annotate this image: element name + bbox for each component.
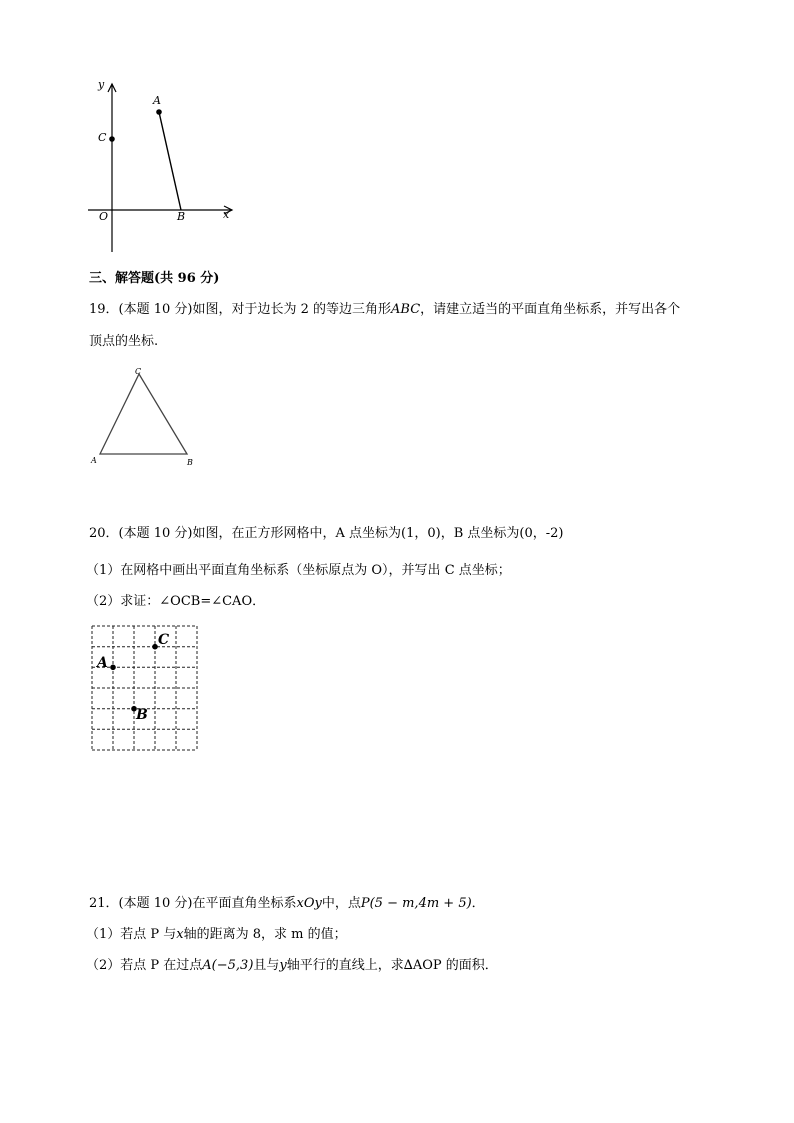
q21-part2 (86, 958, 498, 974)
q19-line1 (89, 302, 680, 318)
y-axis-label: y (98, 78, 105, 91)
triangle-label-c: C (135, 367, 142, 376)
grid-label-a: A (97, 655, 108, 671)
q21-intro: 21．(本题 10 分)在平面直角坐标系 (89, 896, 297, 911)
grid-label-c: C (158, 632, 170, 648)
q19-text-before: 19．(本题 10 分)如图，对于边长为 2 的等边三角形 (89, 302, 392, 317)
q21-end: ． (471, 896, 485, 911)
triangle-label-a: A (91, 456, 97, 465)
x-axis-label: x (223, 208, 230, 221)
point-a-label: A (153, 94, 161, 107)
q20-part1: （1）在网格中画出平面直角坐标系（坐标原点为 O），并写出 C 点坐标； (86, 563, 511, 578)
coordinate-figure (80, 76, 245, 258)
origin-label: O (99, 210, 109, 223)
grid-figure (88, 622, 202, 754)
q21-part2-a: （2）若点 P 在过点 (86, 958, 203, 973)
q21-part1 (86, 927, 347, 943)
q21-part1-a: （1）若点 P 与 (86, 927, 177, 942)
point-c-label: C (98, 131, 107, 144)
q21-part2-c: 轴平行的直线上，求∆AOP 的面积． (286, 958, 498, 973)
q21-part2-y: y (279, 958, 287, 973)
triangle-figure (88, 366, 200, 470)
q19-line2: 顶点的坐标. (89, 334, 159, 349)
triangle-label-b: B (187, 458, 193, 467)
grid-label-b: B (136, 707, 148, 723)
q21-part2-b: 且与 (253, 958, 280, 973)
point-b-label: B (177, 210, 186, 223)
q21-mid: 中，点 (321, 896, 361, 911)
section-heading: 三、解答题(共 96 分) (89, 271, 220, 286)
q19-text-after: ，请建立适当的平面直角坐标系，并写出各个 (420, 302, 681, 317)
q21-coordinate-system: xOy (296, 896, 322, 911)
q21-point-p: P(5 − m,4m + 5) (360, 896, 472, 911)
q21-part1-x: x (176, 927, 184, 942)
q20-part2: （2）求证：∠OCB=∠CAO． (86, 594, 266, 609)
q21-part1-b: 轴的距离为 8，求 m 的值； (183, 927, 347, 942)
q20-line1: 20．(本题 10 分)如图，在正方形网格中，A 点坐标为(1，0)，B 点坐标为(0，-2) (89, 526, 564, 541)
q21-line1 (89, 896, 485, 912)
q21-part2-point: A(−5,3) (202, 958, 254, 973)
q19-triangle-name: ABC (391, 302, 421, 317)
